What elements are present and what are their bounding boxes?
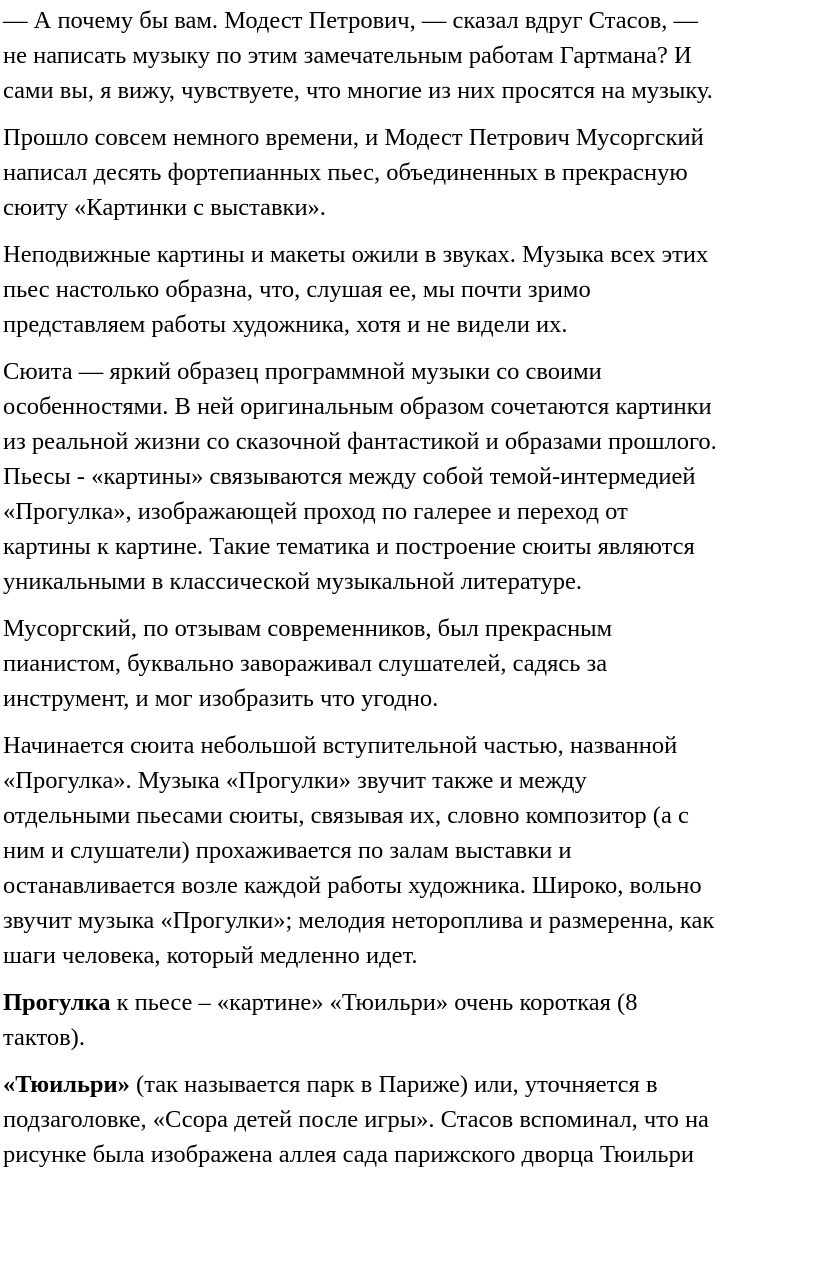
text-line: пианистом, буквально завораживал слушателей, садясь за bbox=[3, 650, 608, 677]
tuilri-term: «Тюильри» bbox=[3, 1071, 130, 1098]
text-line: сами вы, я вижу, чувствуете, что многие из них просятся на музыку. bbox=[3, 77, 713, 104]
text-line: картины к картине. Такие тематика и построение сюиты являются bbox=[3, 533, 695, 560]
text-line: к пьесе – «картине» «Тюильри» очень короткая (8 bbox=[110, 989, 638, 1016]
text-line: «Прогулка», изображающей проход по галерее и переход от bbox=[3, 498, 628, 525]
document-page bbox=[3, 3, 816, 1184]
paragraph-2 bbox=[3, 120, 816, 225]
text-line: Сюита — яркий образец программной музыки со своими bbox=[3, 358, 602, 385]
text-line: особенностями. В ней оригинальным образом сочетаются картинки bbox=[3, 393, 712, 420]
text-line: не написать музыку по этим замечательным работам Гартмана? И bbox=[3, 42, 692, 69]
paragraph-5 bbox=[3, 611, 816, 716]
text-line: Неподвижные картины и макеты ожили в звуках. Музыка всех этих bbox=[3, 241, 709, 268]
text-line: звучит музыка «Прогулки»; мелодия нетороплива и размеренна, как bbox=[3, 907, 715, 934]
paragraph-tuilri bbox=[3, 1067, 816, 1172]
text-line: пьес настолько образна, что, слушая ее, мы почти зримо bbox=[3, 276, 591, 303]
text-line: останавливается возле каждой работы художника. Широко, вольно bbox=[3, 872, 702, 899]
text-line: Мусоргский, по отзывам современников, был прекрасным bbox=[3, 615, 613, 642]
paragraph-1 bbox=[3, 3, 816, 108]
text-line: Прошло совсем немного времени, и Модест Петрович Мусоргский bbox=[3, 124, 704, 151]
text-line: сюиту «Картинки с выставки». bbox=[3, 194, 326, 221]
paragraph-progulka bbox=[3, 985, 816, 1055]
text-line: рисунке была изображена аллея сада парижского дворца Тюильри bbox=[3, 1141, 694, 1168]
text-line: ним и слушатели) прохаживается по залам выставки и bbox=[3, 837, 572, 864]
text-line: шаги человека, который медленно идет. bbox=[3, 942, 418, 969]
text-line: подзаголовке, «Ссора детей после игры». Стасов вспоминал, что на bbox=[3, 1106, 709, 1133]
paragraph-3 bbox=[3, 237, 816, 342]
paragraph-6 bbox=[3, 728, 816, 973]
text-line: — А почему бы вам. Модест Петрович, — сказал вдруг Стасов, — bbox=[3, 7, 699, 34]
text-line: тактов). bbox=[3, 1024, 85, 1051]
text-line: Пьесы - «картины» связываются между собой темой-интермедией bbox=[3, 463, 696, 490]
text-line: представляем работы художника, хотя и не видели их. bbox=[3, 311, 568, 338]
text-line: Начинается сюита небольшой вступительной частью, названной bbox=[3, 732, 678, 759]
text-line: (так называется парк в Париже) или, уточняется в bbox=[129, 1071, 658, 1098]
text-line: «Прогулка». Музыка «Прогулки» звучит также и между bbox=[3, 767, 587, 794]
text-line: отдельными пьесами сюиты, связывая их, словно композитор (а с bbox=[3, 802, 689, 829]
progulka-term: Прогулка bbox=[3, 989, 111, 1016]
text-line: уникальными в классической музыкальной литературе. bbox=[3, 568, 582, 595]
paragraph-4 bbox=[3, 354, 816, 599]
text-line: инструмент, и мог изобразить что угодно. bbox=[3, 685, 439, 712]
text-line: написал десять фортепианных пьес, объединенных в прекрасную bbox=[3, 159, 688, 186]
text-line: из реальной жизни со сказочной фантастикой и образами прошлого. bbox=[3, 428, 717, 455]
